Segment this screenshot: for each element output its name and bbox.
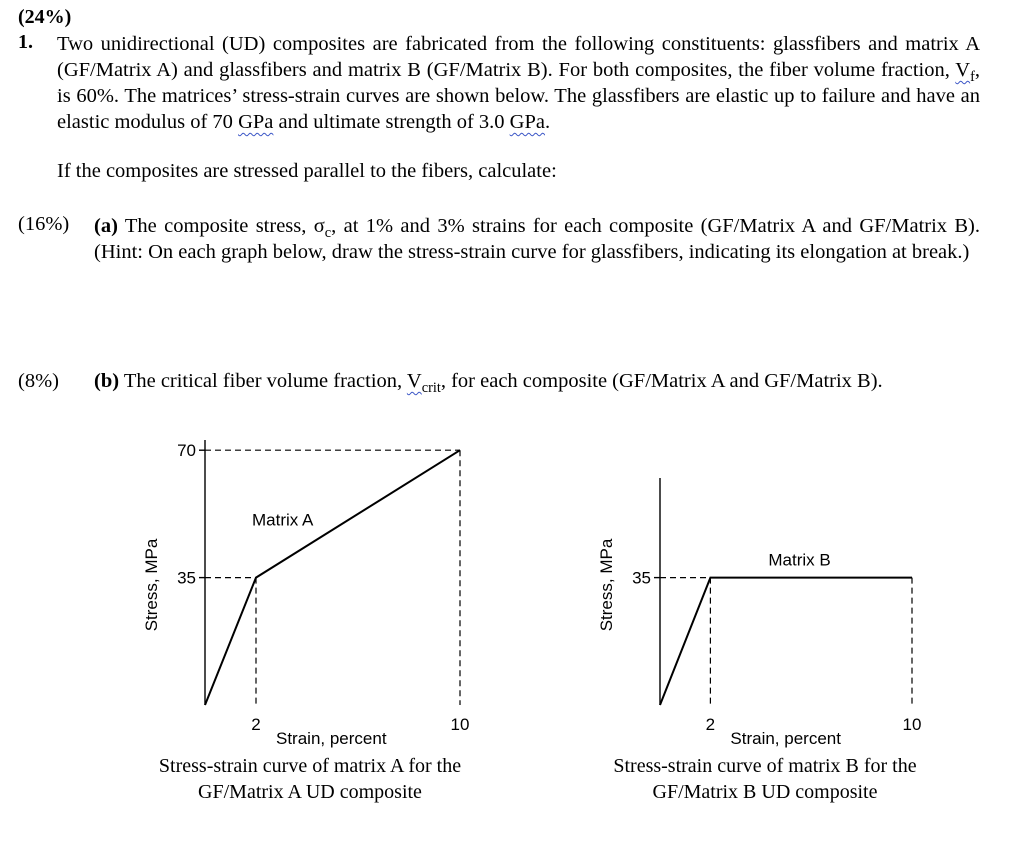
part-a-label: (a) xyxy=(94,215,118,237)
chart-a-y-label: Stress, MPa xyxy=(142,538,161,632)
part-b-text-2: , for each composite (GF/Matrix A and GF/Matrix B). xyxy=(440,370,883,392)
question-text-part3: and ultimate strength of 3.0 xyxy=(273,111,510,133)
chart-a-y-tick-label-70: 70 xyxy=(177,441,196,461)
chart-b-annotation: Matrix B xyxy=(768,550,831,570)
unit-gpa-modulus: GPa xyxy=(238,111,274,133)
chart-b-caption-line1: Stress-strain curve of matrix B for the xyxy=(613,755,917,777)
part-b-label: (b) xyxy=(94,370,120,392)
part-b-text-1: The critical fiber volume fraction, xyxy=(119,370,407,392)
chart-a-annotation: Matrix A xyxy=(252,510,314,530)
part-a-marks: (16%) xyxy=(18,213,70,235)
chart-b-y-tick-label-35: 35 xyxy=(632,568,651,588)
chart-a-x-tick-label-2: 2 xyxy=(251,715,261,734)
question-text-part2: , is 60%. The matrices’ stress-strain curves are shown below. The glassfibers are elastic up to failure and have an elastic modulus of 70 xyxy=(57,59,980,133)
vf-symbol: $V_f$ xyxy=(955,59,975,86)
chart-a-caption-line1: Stress-strain curve of matrix A for the xyxy=(158,755,462,777)
chart-matrix-b xyxy=(597,478,921,803)
part-a-text-2: , at 1% and 3% strains for each composite (GF/Matrix A and GF/Matrix B). (Hint: On each graph below, draw the stress-strain curve for glassfibers, indicating its elongation at break.) xyxy=(94,215,981,263)
question-text-part1: Two unidirectional (UD) composites are fabricated from the following constituents: glassfibers and matrix A (GF/Matrix A) and glassfibers and matrix B (GF/Matrix B). For both composites, the fiber volume fraction, xyxy=(57,33,980,81)
chart-a-series-matrix-a xyxy=(205,450,460,705)
unit-gpa-strength: GPa xyxy=(509,111,545,133)
chart-matrix-a xyxy=(142,440,469,803)
question-marks: (24%) xyxy=(18,6,72,28)
intro-text: If the composites are stressed parallel to the fibers, calculate: xyxy=(57,160,557,182)
question-number: 1. xyxy=(18,31,33,53)
chart-b-y-label: Stress, MPa xyxy=(597,538,616,632)
chart-a-x-tick-label-10: 10 xyxy=(450,715,470,734)
chart-a-caption-line2: GF/Matrix A UD composite xyxy=(198,781,422,803)
chart-b-x-label: Strain, percent xyxy=(730,729,841,748)
vcrit-symbol: $V_{crit}$ xyxy=(406,370,441,397)
part-a-text-1: The composite stress, σ xyxy=(117,215,325,237)
chart-b-series-matrix-b xyxy=(660,578,912,705)
question-text-part4: . xyxy=(544,111,551,133)
chart-b-x-tick-label-10: 10 xyxy=(902,715,922,734)
chart-a-x-label: Strain, percent xyxy=(276,729,387,748)
sigma-subscript: c xyxy=(324,225,332,242)
part-b-marks: (8%) xyxy=(18,370,59,392)
chart-b-x-tick-label-2: 2 xyxy=(705,715,716,734)
chart-b-caption-line2: GF/Matrix B UD composite xyxy=(652,781,878,803)
chart-a-y-tick-label-35: 35 xyxy=(177,568,196,588)
